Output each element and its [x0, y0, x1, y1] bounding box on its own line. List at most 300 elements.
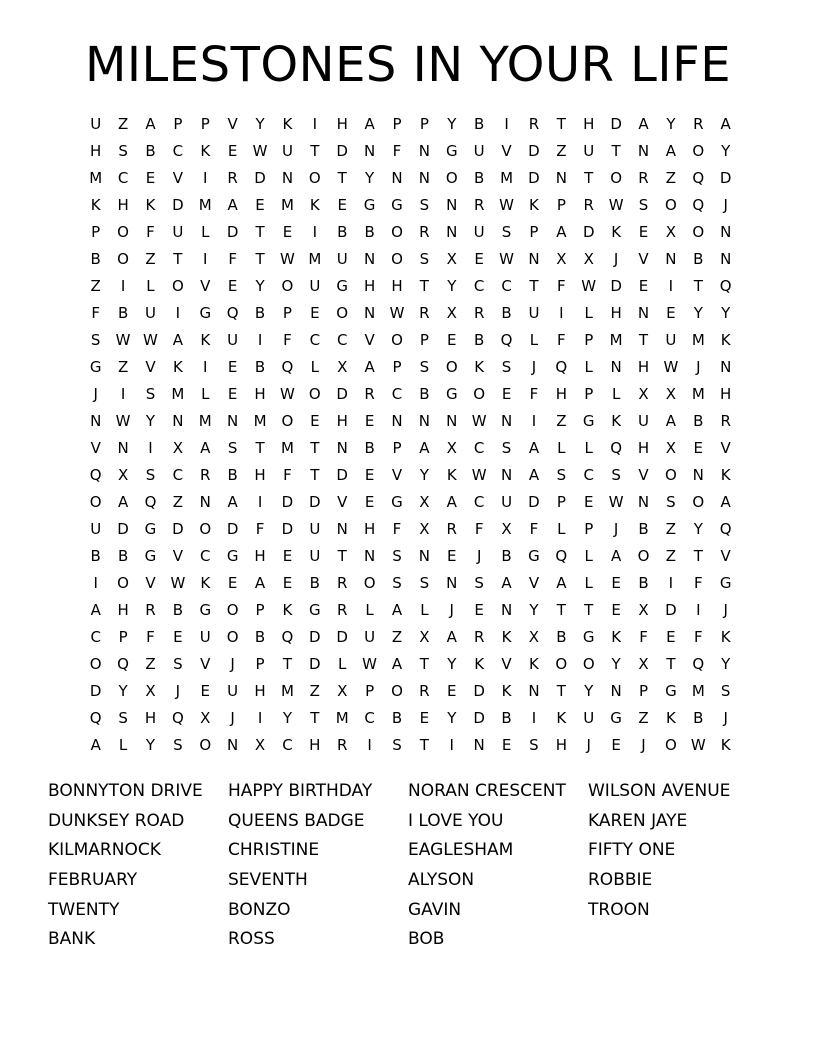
grid-letter: R: [336, 601, 348, 619]
grid-letter: R: [145, 601, 156, 619]
grid-letter: P: [529, 223, 539, 241]
grid-row: [82, 545, 742, 572]
grid-letter: P: [91, 223, 101, 241]
grid-letter: A: [556, 574, 567, 592]
grid-letter: R: [200, 466, 211, 484]
grid-letter: M: [253, 412, 267, 430]
grid-letter: E: [227, 385, 238, 403]
grid-letter: E: [501, 736, 512, 754]
grid-letter: E: [364, 466, 375, 484]
grid-letter: B: [474, 115, 485, 133]
grid-letter: L: [529, 331, 539, 349]
grid-letter: E: [611, 574, 621, 592]
grid-letter: A: [720, 115, 731, 133]
grid-letter: U: [172, 223, 184, 241]
word-list-item: NORAN CRESCENT: [408, 781, 566, 801]
grid-letter: B: [309, 574, 320, 592]
grid-letter: F: [146, 628, 155, 646]
grid-letter: Z: [391, 628, 403, 646]
grid-letter: U: [144, 304, 156, 322]
grid-letter: N: [418, 547, 430, 565]
grid-letter: N: [692, 466, 704, 484]
grid-letter: K: [474, 358, 485, 376]
grid-letter: A: [227, 493, 238, 511]
grid-letter: H: [391, 277, 403, 295]
grid-letter: B: [474, 331, 485, 349]
grid-letter: T: [255, 250, 265, 268]
grid-letter: Q: [281, 358, 294, 376]
grid-letter: O: [555, 655, 568, 673]
grid-letter: L: [584, 547, 593, 565]
grid-letter: K: [172, 358, 183, 376]
word-list-item: WILSON AVENUE: [588, 781, 731, 801]
grid-letter: K: [611, 223, 622, 241]
grid-letter: G: [199, 601, 212, 619]
grid-letter: K: [529, 655, 539, 673]
grid-letter: R: [336, 574, 348, 592]
grid-letter: Q: [281, 628, 294, 646]
grid-letter: O: [336, 304, 349, 322]
grid-letter: P: [392, 358, 402, 376]
grid-letter: N: [720, 250, 732, 268]
word-list-item: ROBBIE: [588, 870, 653, 891]
grid-letter: K: [90, 196, 101, 214]
grid-letter: R: [638, 169, 649, 187]
grid-letter: O: [664, 196, 677, 214]
grid-letter: T: [666, 655, 676, 673]
grid-letter: N: [391, 412, 403, 430]
grid-letter: W: [143, 331, 158, 349]
grid-letter: K: [720, 628, 731, 646]
grid-letter: O: [473, 385, 486, 403]
grid-letter: Y: [693, 304, 703, 322]
grid-letter: G: [144, 547, 157, 565]
grid-letter: B: [364, 223, 375, 241]
grid-row: [82, 680, 742, 707]
grid-letter: N: [227, 412, 239, 430]
grid-letter: D: [473, 682, 485, 700]
grid-row: [82, 302, 742, 329]
grid-letter: M: [89, 169, 103, 187]
grid-letter: E: [282, 223, 293, 241]
grid-letter: L: [584, 304, 593, 322]
grid-letter: S: [392, 736, 402, 754]
grid-letter: O: [199, 736, 212, 754]
grid-letter: F: [474, 520, 484, 538]
grid-letter: N: [720, 223, 732, 241]
grid-letter: I: [175, 304, 181, 322]
grid-letter: S: [392, 574, 402, 592]
grid-letter: J: [93, 385, 98, 403]
grid-letter: Q: [692, 655, 705, 673]
word-list: [48, 778, 788, 956]
grid-letter: S: [638, 196, 649, 214]
grid-row: [82, 626, 742, 653]
grid-letter: B: [227, 466, 238, 484]
grid-letter: N: [528, 250, 540, 268]
grid-letter: A: [117, 493, 129, 511]
grid-letter: N: [446, 574, 458, 592]
grid-letter: X: [419, 628, 430, 646]
grid-letter: D: [226, 223, 239, 241]
word-list-item: FEBRUARY: [48, 870, 138, 891]
grid-letter: W: [471, 412, 487, 430]
grid-letter: D: [172, 196, 184, 214]
grid-letter: B: [90, 547, 101, 565]
grid-letter: F: [283, 466, 292, 484]
grid-letter: T: [584, 601, 594, 619]
grid-letter: B: [254, 304, 266, 322]
grid-letter: C: [473, 493, 485, 511]
grid-letter: L: [201, 223, 210, 241]
grid-letter: X: [665, 439, 677, 457]
grid-letter: Q: [144, 493, 157, 511]
grid-letter: Y: [584, 682, 594, 700]
grid-letter: N: [446, 196, 458, 214]
grid-letter: Z: [117, 115, 129, 133]
grid-letter: E: [145, 169, 156, 187]
grid-letter: I: [531, 709, 537, 727]
grid-letter: U: [90, 115, 102, 133]
grid-letter: Q: [692, 196, 705, 214]
grid-letter: A: [528, 466, 540, 484]
grid-letter: N: [610, 682, 622, 700]
grid-row: [82, 329, 742, 356]
grid-letter: A: [172, 331, 183, 349]
grid-letter: N: [446, 412, 458, 430]
grid-letter: I: [531, 412, 537, 430]
grid-letter: O: [610, 169, 623, 187]
grid-letter: O: [171, 277, 184, 295]
grid-letter: L: [201, 385, 210, 403]
grid-letter: V: [638, 250, 649, 268]
grid-letter: Z: [665, 547, 677, 565]
grid-letter: M: [308, 250, 322, 268]
grid-letter: X: [145, 682, 156, 700]
grid-letter: X: [528, 628, 540, 646]
grid-letter: R: [693, 115, 704, 133]
grid-letter: W: [663, 358, 679, 376]
grid-letter: Y: [118, 682, 128, 700]
grid-letter: D: [665, 601, 677, 619]
grid-letter: M: [691, 682, 705, 700]
grid-letter: W: [608, 196, 624, 214]
grid-letter: A: [610, 547, 622, 565]
word-list-item: HAPPY BIRTHDAY: [228, 781, 373, 801]
grid-letter: L: [557, 439, 566, 457]
grid-letter: T: [419, 655, 429, 673]
grid-letter: C: [90, 628, 101, 646]
grid-letter: D: [336, 385, 348, 403]
grid-letter: I: [312, 223, 318, 241]
grid-letter: J: [449, 601, 454, 619]
grid-letter: N: [500, 412, 513, 430]
grid-letter: X: [117, 466, 129, 484]
grid-letter: Z: [90, 277, 101, 295]
grid-letter: U: [473, 142, 485, 160]
grid-letter: K: [611, 628, 622, 646]
grid-letter: O: [692, 142, 705, 160]
word-list-item: CHRISTINE: [228, 840, 320, 861]
grid-letter: O: [199, 520, 212, 538]
grid-letter: W: [690, 736, 706, 754]
grid-letter: M: [335, 709, 349, 727]
grid-letter: V: [172, 169, 183, 187]
grid-letter: X: [638, 601, 649, 619]
grid-letter: I: [148, 439, 153, 457]
grid-letter: K: [720, 466, 731, 484]
grid-letter: V: [337, 493, 348, 511]
grid-letter: B: [254, 358, 266, 376]
grid-letter: Q: [226, 304, 239, 322]
grid-letter: C: [117, 169, 129, 187]
grid-letter: T: [638, 331, 649, 349]
grid-letter: I: [559, 304, 564, 322]
grid-letter: W: [499, 250, 514, 268]
grid-letter: A: [720, 493, 731, 511]
grid-letter: E: [227, 574, 238, 592]
grid-letter: S: [419, 358, 430, 376]
grid-letter: E: [337, 196, 347, 214]
grid-letter: T: [556, 682, 566, 700]
grid-letter: G: [610, 709, 622, 727]
grid-letter: H: [254, 466, 266, 484]
grid-letter: N: [418, 412, 430, 430]
grid-letter: L: [584, 574, 593, 592]
grid-letter: G: [665, 682, 677, 700]
grid-letter: O: [363, 574, 376, 592]
grid-letter: B: [337, 223, 348, 241]
grid-letter: D: [281, 520, 294, 538]
word-list-item: DUNKSEY ROAD: [48, 810, 185, 831]
grid-row: [82, 356, 742, 383]
grid-row: [82, 599, 742, 626]
grid-letter: W: [581, 277, 597, 295]
grid-letter: S: [173, 736, 183, 754]
grid-letter: Y: [693, 520, 703, 538]
grid-letter: Y: [529, 601, 539, 619]
grid-letter: Q: [692, 169, 705, 187]
grid-letter: S: [227, 439, 238, 457]
grid-letter: K: [665, 709, 676, 727]
grid-letter: G: [582, 628, 595, 646]
grid-letter: D: [309, 493, 321, 511]
grid-letter: N: [528, 682, 540, 700]
grid-letter: Q: [610, 439, 623, 457]
grid-letter: C: [200, 547, 211, 565]
grid-letter: N: [391, 169, 403, 187]
grid-letter: F: [529, 520, 539, 538]
grid-letter: N: [90, 412, 102, 430]
grid-letter: D: [336, 466, 348, 484]
grid-letter: A: [364, 115, 375, 133]
grid-letter: Q: [89, 466, 102, 484]
grid-letter: V: [501, 655, 512, 673]
grid-letter: B: [693, 709, 704, 727]
grid-letter: F: [557, 277, 566, 295]
grid-letter: P: [584, 385, 594, 403]
grid-letter: U: [90, 520, 102, 538]
grid-letter: F: [639, 628, 648, 646]
grid-letter: X: [200, 709, 211, 727]
grid-letter: O: [582, 655, 595, 673]
word-list-item: GAVIN: [408, 899, 462, 920]
grid-letter: P: [419, 115, 429, 133]
grid-row: [82, 653, 742, 680]
grid-letter: D: [226, 520, 239, 538]
grid-letter: A: [254, 574, 266, 592]
grid-letter: V: [364, 331, 375, 349]
grid-letter: O: [226, 601, 239, 619]
grid-letter: P: [255, 655, 265, 673]
grid-letter: R: [720, 412, 731, 430]
grid-row: [82, 734, 742, 761]
grid-letter: W: [115, 331, 131, 349]
grid-letter: O: [445, 169, 458, 187]
grid-letter: X: [556, 250, 567, 268]
grid-letter: F: [529, 385, 539, 403]
grid-letter: R: [364, 385, 375, 403]
grid-letter: F: [91, 304, 101, 322]
grid-letter: E: [474, 250, 484, 268]
grid-letter: C: [172, 142, 184, 160]
grid-letter: E: [200, 682, 210, 700]
grid-letter: M: [280, 439, 294, 457]
grid-letter: S: [90, 331, 101, 349]
grid-letter: Z: [309, 682, 320, 700]
grid-letter: P: [584, 520, 594, 538]
grid-letter: O: [117, 223, 129, 241]
grid-letter: D: [528, 169, 540, 187]
grid-letter: T: [419, 277, 429, 295]
letter-grid: [82, 113, 742, 761]
grid-letter: F: [693, 628, 703, 646]
grid-letter: M: [280, 682, 294, 700]
grid-letter: H: [336, 412, 348, 430]
grid-letter: O: [391, 682, 403, 700]
grid-letter: E: [282, 547, 293, 565]
grid-letter: N: [637, 142, 650, 160]
grid-letter: T: [611, 142, 621, 160]
grid-letter: H: [144, 709, 157, 727]
grid-letter: R: [446, 520, 457, 538]
grid-letter: I: [93, 574, 98, 592]
grid-letter: X: [501, 520, 512, 538]
grid-letter: B: [145, 142, 156, 160]
grid-letter: Q: [117, 655, 129, 673]
grid-letter: A: [446, 493, 457, 511]
word-list-item: BONZO: [228, 899, 291, 920]
grid-letter: L: [584, 358, 593, 376]
grid-letter: S: [419, 574, 430, 592]
grid-letter: V: [145, 574, 156, 592]
grid-letter: O: [637, 547, 650, 565]
grid-letter: C: [282, 736, 293, 754]
grid-letter: H: [637, 358, 650, 376]
grid-letter: G: [336, 277, 349, 295]
grid-letter: K: [720, 736, 731, 754]
grid-letter: U: [281, 142, 293, 160]
grid-row: [82, 410, 742, 437]
grid-letter: V: [720, 439, 731, 457]
grid-letter: N: [117, 439, 129, 457]
grid-letter: M: [198, 196, 212, 214]
grid-letter: Y: [255, 115, 265, 133]
grid-letter: I: [203, 250, 208, 268]
grid-letter: J: [641, 736, 646, 754]
grid-letter: I: [120, 277, 126, 295]
grid-letter: T: [310, 439, 320, 457]
grid-letter: D: [336, 628, 348, 646]
grid-letter: A: [446, 628, 457, 646]
grid-letter: I: [696, 601, 701, 619]
grid-letter: D: [117, 520, 129, 538]
grid-letter: V: [501, 142, 512, 160]
grid-letter: O: [117, 250, 129, 268]
grid-letter: O: [692, 223, 705, 241]
grid-letter: D: [473, 709, 485, 727]
grid-letter: N: [336, 439, 348, 457]
grid-letter: E: [255, 196, 265, 214]
grid-letter: S: [118, 142, 128, 160]
grid-row: [82, 383, 742, 410]
grid-letter: J: [723, 196, 728, 214]
grid-letter: H: [254, 385, 266, 403]
grid-letter: Q: [719, 277, 732, 295]
grid-letter: P: [365, 682, 375, 700]
grid-letter: S: [501, 358, 512, 376]
grid-letter: H: [555, 385, 567, 403]
grid-letter: S: [419, 250, 430, 268]
word-list-item: EAGLESHAM: [408, 840, 514, 861]
grid-letter: S: [556, 466, 567, 484]
grid-letter: L: [584, 439, 593, 457]
grid-letter: T: [529, 277, 539, 295]
grid-letter: I: [120, 385, 126, 403]
grid-letter: X: [337, 358, 348, 376]
grid-letter: V: [720, 547, 731, 565]
grid-row: [82, 707, 742, 734]
grid-letter: R: [473, 628, 485, 646]
grid-letter: N: [363, 304, 376, 322]
grid-letter: N: [500, 601, 513, 619]
grid-letter: G: [391, 196, 403, 214]
grid-letter: B: [391, 709, 403, 727]
grid-letter: X: [583, 250, 594, 268]
grid-letter: P: [419, 331, 429, 349]
grid-letter: O: [281, 412, 294, 430]
grid-letter: I: [257, 493, 263, 511]
grid-letter: C: [172, 466, 184, 484]
grid-letter: E: [364, 412, 375, 430]
grid-letter: G: [528, 547, 540, 565]
grid-letter: H: [336, 115, 348, 133]
grid-letter: J: [175, 682, 181, 700]
grid-letter: O: [391, 331, 403, 349]
word-list-item: SEVENTH: [228, 870, 308, 891]
grid-letter: T: [693, 277, 703, 295]
grid-letter: J: [723, 601, 728, 619]
grid-letter: P: [173, 115, 183, 133]
grid-letter: H: [117, 601, 129, 619]
grid-letter: K: [200, 331, 211, 349]
grid-letter: E: [227, 358, 238, 376]
grid-letter: Y: [447, 277, 457, 295]
grid-letter: I: [312, 115, 318, 133]
grid-letter: B: [638, 520, 649, 538]
grid-letter: O: [692, 493, 705, 511]
grid-letter: J: [723, 709, 728, 727]
